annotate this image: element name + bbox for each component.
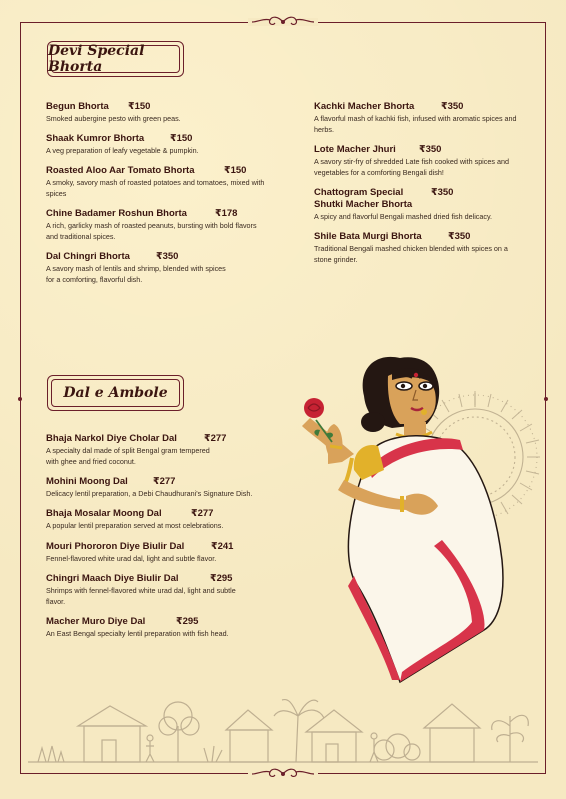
- item-name: Bhaja Narkol Diye Cholar Dal: [46, 433, 177, 444]
- ornament-flourish-icon: [248, 15, 318, 29]
- item-price: ₹277: [204, 433, 227, 444]
- section-title-bhorta: [47, 41, 184, 77]
- item-description: Fennel-flavored white urad dal, light and subtle flavor.: [46, 554, 217, 563]
- item-name: Shaak Kumror Bhorta: [46, 133, 145, 144]
- menu-item: [46, 208, 286, 242]
- item-name: Mohini Moong Dal: [46, 476, 128, 487]
- menu-item: [46, 541, 286, 565]
- menu-item: [46, 616, 296, 640]
- menu-item: [314, 231, 536, 265]
- item-name: Lote Macher Jhuri: [314, 144, 396, 155]
- item-description: A rich, garlicky mash of roasted peanuts, bursting with bold flavors and traditional spices.: [46, 221, 257, 241]
- item-description: A spicy and flavorful Bengali mashed dried fish delicacy.: [314, 212, 493, 221]
- item-description: A popular lentil preparation served at most celebrations.: [46, 521, 224, 530]
- item-description: A flavorful mash of kachki fish, infused with aromatic spices and herbs.: [314, 114, 517, 134]
- item-description: A specialty dal made of split Bengal gram tempered with ghee and fried coconut.: [46, 446, 210, 466]
- menu-item: [46, 508, 286, 532]
- item-description: A savory stir-fry of shredded Late fish cooked with spices and vegetables for a comforting Bengali dish!: [314, 157, 509, 177]
- item-description: A savory mash of lentils and shrimp, blended with spices for a comforting, flavorful dish.: [46, 264, 226, 284]
- menu-item: [46, 573, 286, 607]
- item-name: Dal Chingri Bhorta: [46, 251, 130, 262]
- item-price: ₹350: [441, 101, 464, 112]
- item-description: A veg preparation of leafy vegetable & pumpkin.: [46, 146, 199, 155]
- item-price: ₹350: [448, 231, 471, 242]
- item-name: Roasted Aloo Aar Tomato Bhorta: [46, 165, 195, 176]
- menu-item: [46, 433, 286, 467]
- side-dot: [544, 397, 548, 401]
- item-price: ₹241: [211, 541, 234, 552]
- woman-illustration-icon: [292, 350, 522, 685]
- item-price: ₹178: [215, 208, 238, 219]
- item-price: ₹150: [170, 133, 193, 144]
- item-description: Delicacy lentil preparation, a Debi Chaudhurani's Signature Dish.: [46, 489, 253, 498]
- item-price: ₹350: [156, 251, 179, 262]
- menu-item: [46, 251, 286, 285]
- item-description: Traditional Bengali mashed chicken blended with spices on a stone grinder.: [314, 244, 508, 264]
- menu-item: [46, 165, 286, 199]
- item-description: Shrimps with fennel-flavored white urad dal, light and subtle flavor.: [46, 586, 236, 606]
- item-price: ₹150: [224, 165, 247, 176]
- item-description: A smoky, savory mash of roasted potatoes and tomatoes, mixed with spices: [46, 178, 265, 198]
- ornament-flourish-icon: [248, 767, 318, 781]
- menu-item: [314, 144, 536, 178]
- item-name: Chine Badamer Roshun Bhorta: [46, 208, 187, 219]
- item-description: Smoked aubergine pesto with green peas.: [46, 114, 181, 123]
- item-name: Macher Muro Diye Dal: [46, 616, 146, 627]
- section-title-text: Devi Special Bhorta: [48, 43, 145, 75]
- item-name: Mouri Phororon Diye Biulir Dal: [46, 541, 185, 552]
- item-price: ₹295: [176, 616, 199, 627]
- section-title-dal: [47, 375, 184, 411]
- menu-item: [46, 476, 296, 500]
- item-price: ₹350: [419, 144, 442, 155]
- section-title-text: Dal e Ambole: [63, 385, 168, 401]
- item-name: Chingri Maach Diye Biulir Dal: [46, 573, 179, 584]
- item-name: Bhaja Mosalar Moong Dal: [46, 508, 162, 519]
- menu-item: [46, 133, 286, 157]
- item-description: An East Bengal specialty lentil preparation with fish head.: [46, 629, 229, 638]
- village-scene-icon: [28, 686, 538, 766]
- item-name-line: Chattogram Special: [314, 187, 404, 198]
- item-price: ₹350: [431, 187, 454, 198]
- item-name: [314, 187, 431, 211]
- item-price: ₹150: [128, 101, 151, 112]
- item-price: ₹277: [191, 508, 214, 519]
- menu-item: [314, 101, 536, 135]
- item-name: Kachki Macher Bhorta: [314, 101, 415, 112]
- item-name: Shile Bata Murgi Bhorta: [314, 231, 422, 242]
- item-name-line: Shutki Macher Bhorta: [314, 199, 413, 210]
- item-name: Begun Bhorta: [46, 101, 109, 112]
- menu-item: [46, 101, 286, 125]
- menu-item: [314, 187, 536, 223]
- side-dot: [18, 397, 22, 401]
- item-price: ₹295: [210, 573, 233, 584]
- item-price: ₹277: [153, 476, 176, 487]
